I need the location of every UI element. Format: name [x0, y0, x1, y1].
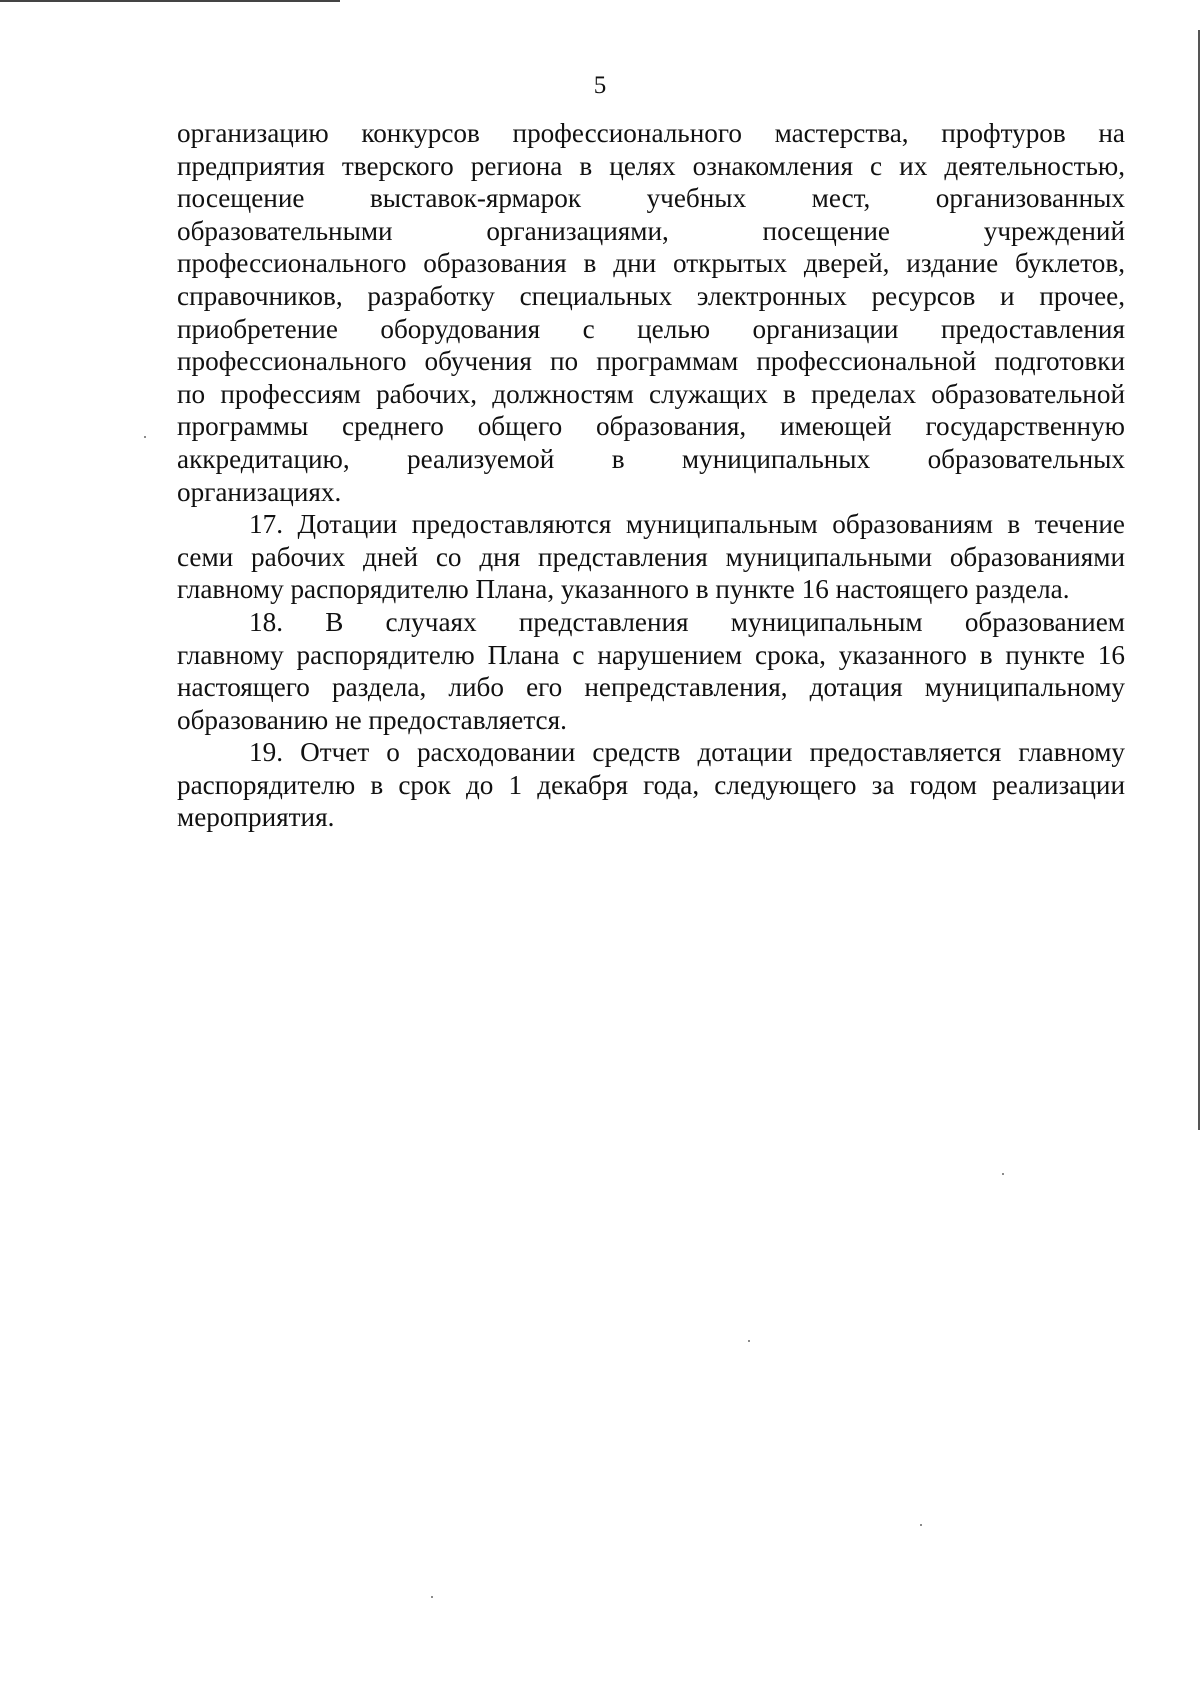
text-line: по профессиям рабочих, должностям служащих в пределах образовательной: [177, 378, 1125, 409]
scan-speck: [920, 1524, 922, 1526]
text-line: 19. Отчет о расходовании средств дотации предоставляется главному: [249, 737, 1125, 768]
text-line: настоящего раздела, либо его непредставления, дотация муниципальному: [177, 672, 1125, 703]
text-line: организацию конкурсов профессионального мастерства, профтуров на: [177, 118, 1125, 148]
text-line: аккредитацию, реализуемой в муниципальных образовательных: [177, 443, 1125, 474]
text-line: главному распорядителю Плана с нарушением срока, указанного в пункте 16: [177, 639, 1125, 670]
scan-speck: [748, 1340, 750, 1342]
text-line: профессионального обучения по программам профессиональной подготовки: [177, 346, 1125, 377]
text-line: программы среднего общего образования, имеющей государственную: [177, 411, 1125, 442]
text-line: 18. В случаях представления муниципальным образованием: [249, 606, 1125, 637]
text-line: образованию не предоставляется.: [177, 704, 567, 735]
text-line: образовательными организациями, посещение учреждений: [177, 215, 1125, 246]
text-line: приобретение оборудования с целью организации предоставления: [177, 313, 1125, 344]
scan-speck: [431, 1596, 433, 1598]
text-line: справочников, разработку специальных электронных ресурсов и прочее,: [177, 280, 1125, 311]
scan-speck: [144, 436, 146, 438]
scan-speck: [1002, 1173, 1004, 1175]
text-line: посещение выставок-ярмарок учебных мест, организованных: [177, 183, 1125, 214]
text-line: семи рабочих дней со дня представления муниципальными образованиями: [177, 541, 1125, 572]
scan-edge-top: [0, 0, 340, 2]
text-line: организациях.: [177, 476, 342, 507]
page-number: 5: [593, 72, 607, 99]
text-line: распорядителю в срок до 1 декабря года, следующего за годом реализации: [177, 769, 1125, 800]
text-line: 17. Дотации предоставляются муниципальным образованиям в течение: [249, 509, 1125, 540]
text-line: мероприятия.: [177, 802, 335, 833]
text-line: предприятия тверского региона в целях ознакомления с их деятельностью,: [177, 150, 1125, 181]
text-line: главному распорядителю Плана, указанного в пункте 16 настоящего раздела.: [177, 574, 1070, 605]
text-line: профессионального образования в дни открытых дверей, издание буклетов,: [177, 248, 1125, 279]
document-body: [177, 117, 1125, 834]
